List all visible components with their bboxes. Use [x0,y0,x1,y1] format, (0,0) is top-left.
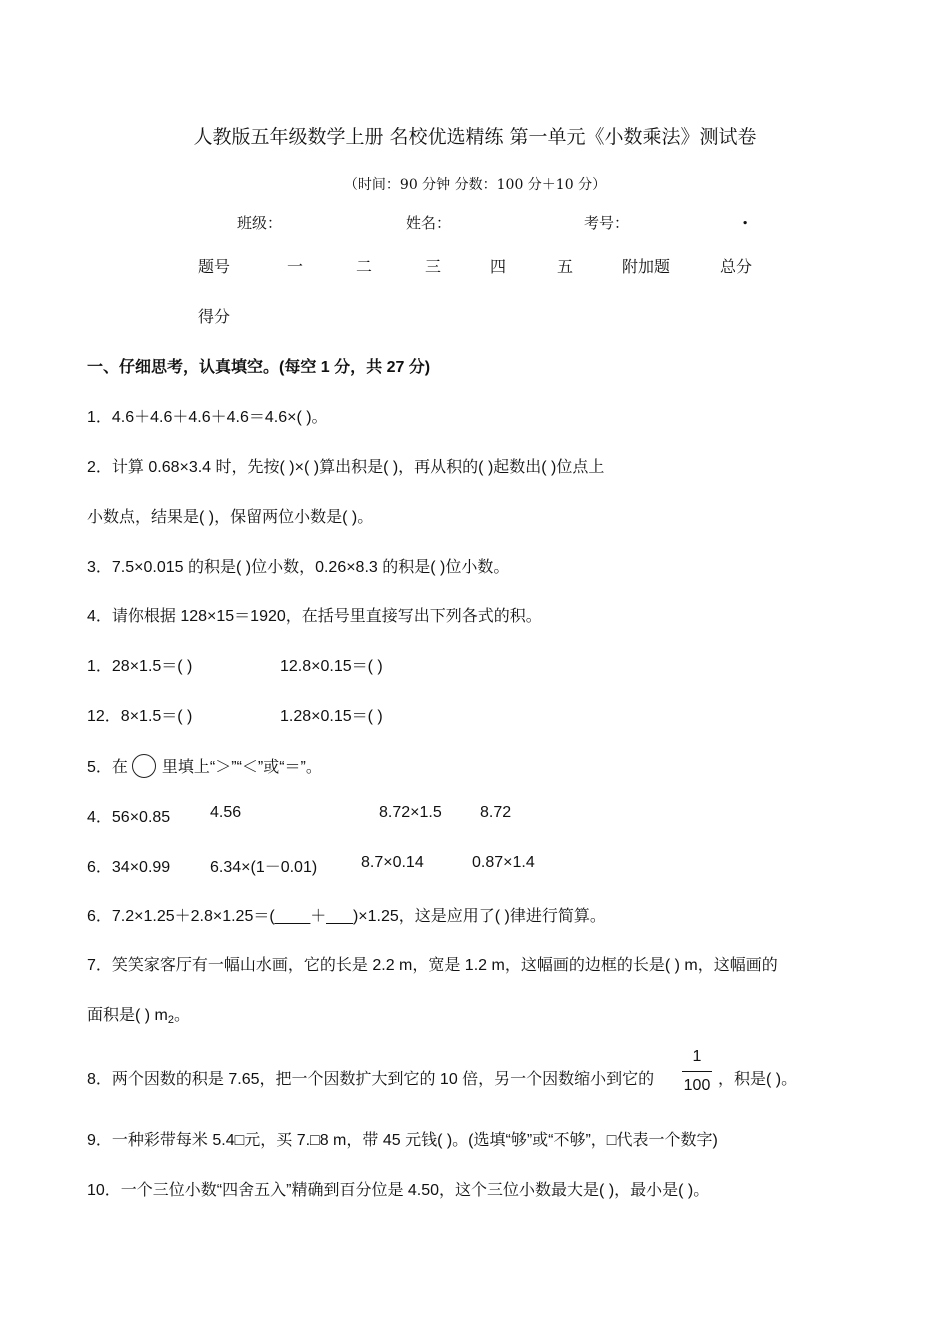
question-4-item-b1: 12．8×1.5＝( ) [87,708,193,725]
question-7-line2 [87,1002,190,1026]
question-4-item-a2: 12.8×0.15＝( ) [280,658,383,675]
question-5-item-b4: 0.87×1.4 [472,854,535,871]
score-header-3: 三 [425,259,442,276]
question-5-item-b3: 8.7×0.14 [361,854,424,871]
question-4: 4．请你根据 128×15＝1920，在括号里直接写出下列各式的积。 [87,608,542,625]
question-7-line1: 7．笑笑家客厅有一幅山水画，它的长是 2.2 m，宽是 1.2 m，这幅画的边框的长是( ) m，这幅画的 [87,957,778,974]
question-8: 8．两个因数的积是 7.65，把一个因数扩大到它的 10 倍，另一个因数缩小到它的 [87,1071,655,1088]
question-8-fraction-bar [682,1071,712,1072]
question-5-item-a1: 4．56×0.85 [87,809,171,826]
question-8-suffix: ，积是( )。 [718,1071,798,1088]
score-header-4: 四 [490,259,507,276]
question-9: 9．一种彩带每米 5.4□元，买 7.□8 m，带 45 元钱( )。(选填“够”或“不够”，□代表一个数字) [87,1132,718,1149]
question-7-area-text: 面积是( ) m [87,1007,168,1024]
circle-icon [132,754,156,778]
exam-subtitle: （时间：90 分钟 分数：100 分＋10 分） [343,177,607,193]
score-header-qno: 题号 [198,259,231,276]
exam-number-label: 考号： [584,214,630,232]
question-8-fraction-numerator: 1 [692,1048,702,1065]
question-2-line1: 2．计算 0.68×3.4 时，先按( )×( )算出积是( )，再从积的( )起数出( )位点上 [87,459,605,476]
question-5-prefix: 5．在 [87,759,128,776]
question-5-item-a2: 4.56 [210,804,242,821]
info-dot: . [742,208,749,229]
question-1: 1．4.6＋4.6＋4.6＋4.6＝4.6×( )。 [87,409,328,426]
question-3: 3．7.5×0.015 的积是( )位小数，0.26×8.3 的积是( )位小数。 [87,559,510,576]
score-header-2: 二 [356,259,373,276]
question-5 [87,754,322,780]
question-10: 10．一个三位小数“四舍五入”精确到百分位是 4.50，这个三位小数最大是( )，最小是( )。 [87,1182,710,1199]
question-4-item-a1: 1．28×1.5＝( ) [87,658,193,675]
score-header-5: 五 [557,259,574,276]
name-label: 姓名： [406,214,452,232]
question-5-item-b1: 6．34×0.99 [87,859,171,876]
class-label: 班级： [237,214,283,232]
score-header-bonus: 附加题 [622,259,671,276]
question-5-item-a3: 8.72×1.5 [379,804,442,821]
question-4-item-b2: 1.28×0.15＝( ) [280,708,383,725]
score-header-total: 总分 [720,259,753,276]
question-8-fraction-denominator: 100 [683,1077,711,1094]
question-7-end: 。 [174,1007,191,1024]
section-heading: 一、仔细思考，认真填空。(每空 1 分，共 27 分) [87,359,431,376]
question-5-item-b2: 6.34×(1－0.01) [210,859,318,876]
question-5-item-a4: 8.72 [480,804,512,821]
question-5-suffix: 里填上“＞”“＜”或“＝”。 [161,759,322,776]
question-6: 6．7.2×1.25＋2.8×1.25＝(____＋___)×1.25，这是应用了( )律进行简算。 [87,908,606,925]
question-2-line2: 小数点，结果是( )，保留两位小数是( )。 [87,509,374,526]
score-header-1: 一 [287,259,304,276]
page-title: 人教版五年级数学上册 名校优选精练 第一单元《小数乘法》测试卷 [193,126,757,148]
question-7-unit-exponent: 2 [167,1014,175,1026]
score-row-label: 得分 [198,309,231,326]
